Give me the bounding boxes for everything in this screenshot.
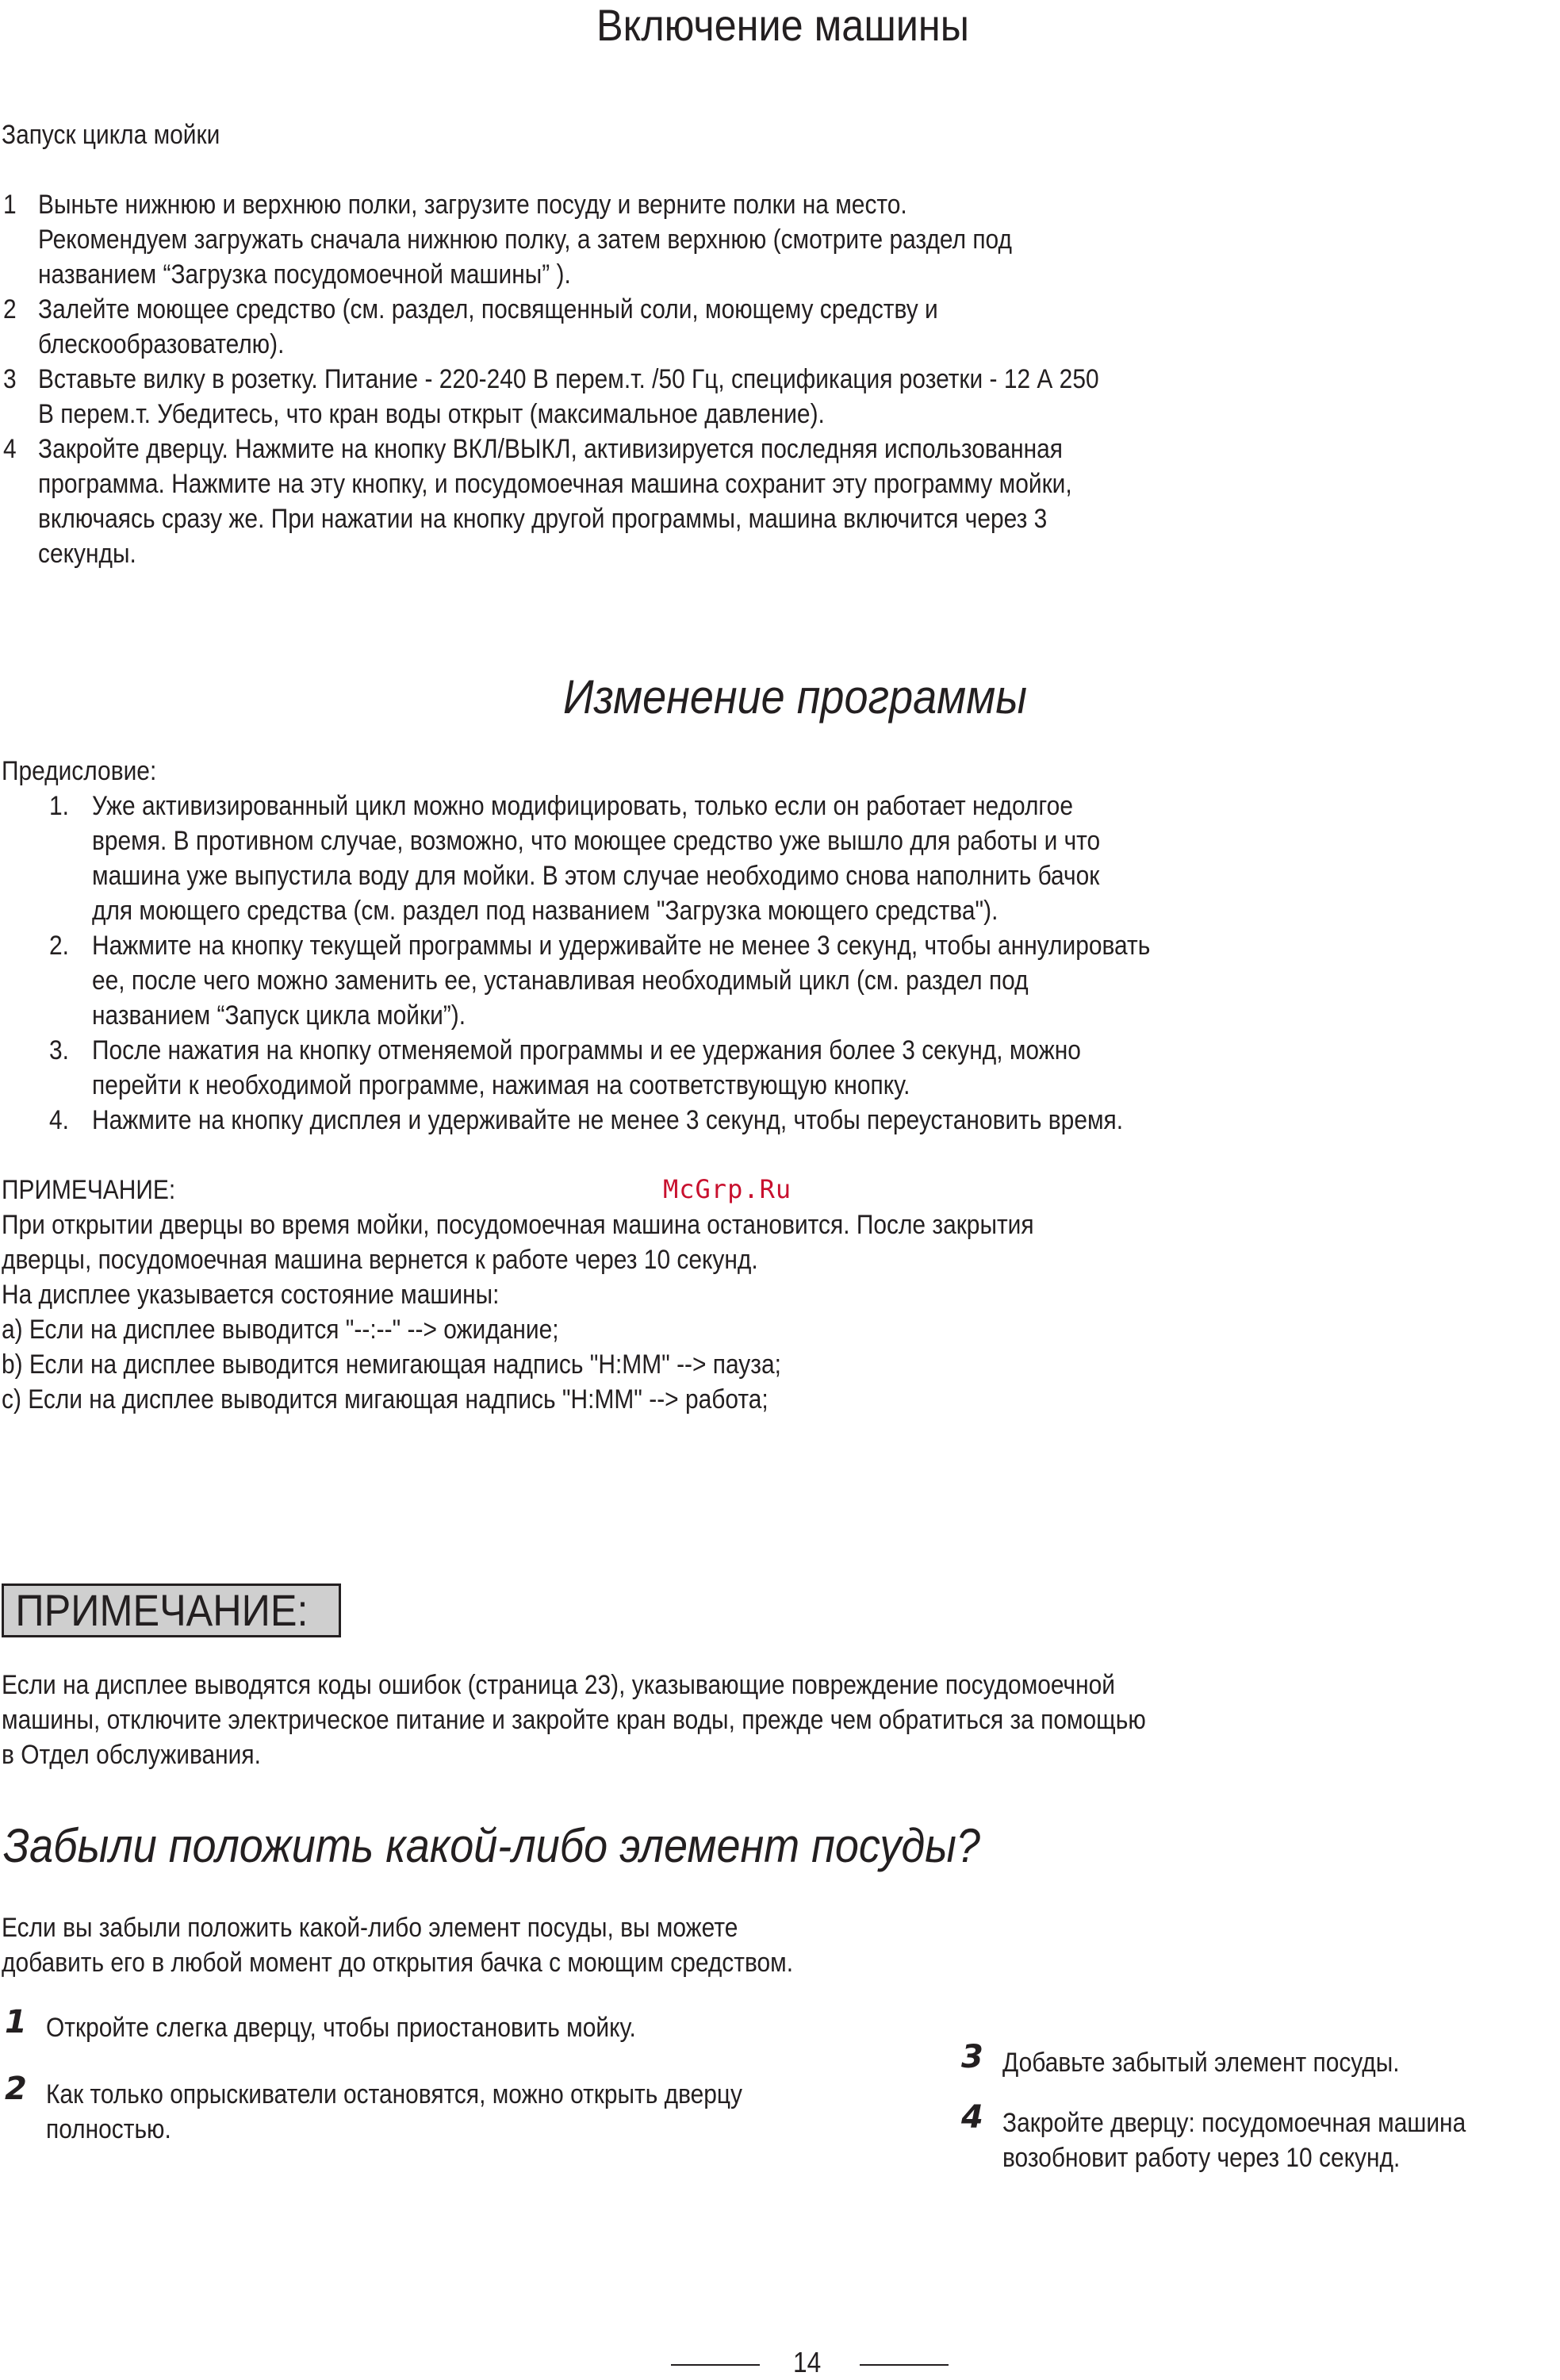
list-line: перейти к необходимой программе, нажимая на соответствующую кнопку.	[92, 1070, 910, 1100]
note-line: в Отдел обслуживания.	[2, 1740, 261, 1770]
watermark: McGrp.Ru	[663, 1174, 792, 1204]
list-line: Закройте дверцу. Нажмите на кнопку ВКЛ/ВЫКЛ, активизируется последняя использованная	[38, 434, 1064, 464]
list-line: машина уже выпустила воду для мойки. В этом случае необходимо снова наполнить бачок	[92, 861, 1100, 891]
note-box-label: ПРИМЕЧАНИЕ:	[15, 1585, 309, 1635]
list-line: названием “Загрузка посудомоечной машины” ).	[38, 259, 571, 290]
list-line: После нажатия на кнопку отменяемой программы и ее удержания более 3 секунд, можно	[92, 1035, 1081, 1065]
step-line: Добавьте забытый элемент посуды.	[1002, 2048, 1400, 2078]
note-line: машины, отключите электрическое питание и закройте кран воды, прежде чем обратиться за помощью	[2, 1705, 1146, 1735]
list-line: Залейте моющее средство (см. раздел, посвященный соли, моющему средству и	[38, 294, 938, 324]
list-line: блескообразователю).	[38, 329, 285, 359]
step-number: 2	[5, 2071, 27, 2107]
section-heading-change-program: Изменение программы	[563, 670, 1027, 724]
section-heading-forgot: Забыли положить какой-либо элемент посуды?	[3, 1819, 980, 1872]
note-line: При открытии дверцы во время мойки, посудомоечная машина остановится. После закрытия	[2, 1210, 1034, 1240]
list-line: Рекомендуем загружать сначала нижнюю полку, а затем верхнюю (смотрите раздел под	[38, 225, 1012, 255]
list-number: 2	[3, 294, 17, 324]
list-line: Нажмите на кнопку дисплея и удерживайте не менее 3 секунд, чтобы переустановить время.	[92, 1105, 1124, 1135]
list-line: названием “Запуск цикла мойки”).	[92, 1000, 466, 1031]
section-heading-start-cycle: Запуск цикла мойки	[2, 120, 220, 150]
list-line: Выньте нижнюю и верхнюю полки, загрузите посуду и верните полки на место.	[38, 190, 907, 220]
list-number: 4	[3, 434, 17, 464]
step-number: 4	[961, 2099, 983, 2136]
step-line: возобновит работу через 10 секунд.	[1002, 2143, 1401, 2173]
list-number: 2.	[49, 931, 69, 961]
note-line: На дисплее указывается состояние машины:	[2, 1280, 500, 1310]
step-line: полностью.	[46, 2114, 171, 2144]
note-line: Если на дисплее выводятся коды ошибок (страница 23), указывающие повреждение посудомоечной	[2, 1670, 1116, 1700]
list-number: 3	[3, 364, 17, 394]
list-line: ее, после чего можно заменить ее, устанавливая необходимый цикл (см. раздел под	[92, 965, 1029, 996]
list-line: включаясь сразу же. При нажатии на кнопку другой программы, машина включится через 3	[38, 504, 1048, 534]
footer-rule-right	[860, 2364, 949, 2366]
list-number: 1.	[49, 791, 69, 821]
list-line: секунды.	[38, 539, 136, 569]
page-title: Включение машины	[596, 0, 969, 50]
step-line: Как только опрыскиватели остановятся, можно открыть дверцу	[46, 2079, 743, 2109]
step-line: Закройте дверцу: посудомоечная машина	[1002, 2108, 1466, 2138]
note-line: b) Если на дисплее выводится немигающая надпись "H:MM" --> пауза;	[2, 1349, 781, 1380]
list-line: Нажмите на кнопку текущей программы и удерживайте не менее 3 секунд, чтобы аннулировать	[92, 931, 1151, 961]
list-line: В перем.т. Убедитесь, что кран воды открыт (максимальное давление).	[38, 399, 825, 429]
list-number: 4.	[49, 1105, 69, 1135]
list-line: программа. Нажмите на эту кнопку, и посудомоечная машина сохранит эту программу мойки,	[38, 469, 1072, 499]
list-line: Вставьте вилку в розетку. Питание - 220-240 В перем.т. /50 Гц, спецификация розетки - 12 А 250	[38, 364, 1099, 394]
page-number: 14	[793, 2346, 822, 2378]
step-line: Откройте слегка дверцу, чтобы приостановить мойку.	[46, 2013, 636, 2043]
note-box	[2, 1583, 341, 1637]
list-line: Уже активизированный цикл можно модифицировать, только если он работает недолгое	[92, 791, 1073, 821]
intro-line: Если вы забыли положить какой-либо элемент посуды, вы можете	[2, 1913, 738, 1943]
note-line: дверцы, посудомоечная машина вернется к работе через 10 секунд.	[2, 1245, 758, 1275]
footer-rule-left	[671, 2364, 760, 2366]
note-line: c) Если на дисплее выводится мигающая надпись "H:MM" --> работа;	[2, 1384, 769, 1415]
step-number: 1	[5, 2004, 27, 2040]
list-number: 3.	[49, 1035, 69, 1065]
intro-line: добавить его в любой момент до открытия бачка с моющим средством.	[2, 1948, 794, 1978]
step-number: 3	[961, 2039, 983, 2075]
list-number: 1	[3, 190, 17, 220]
list-line: время. В противном случае, возможно, что моющее средство уже вышло для работы и что	[92, 826, 1101, 856]
list-line: для моющего средства (см. раздел под названием "Загрузка моющего средства").	[92, 896, 998, 926]
note-line: a) Если на дисплее выводится "--:--" --> ожидание;	[2, 1315, 559, 1345]
preface-label: Предисловие:	[2, 756, 157, 786]
note-label: ПРИМЕЧАНИЕ:	[2, 1175, 176, 1205]
